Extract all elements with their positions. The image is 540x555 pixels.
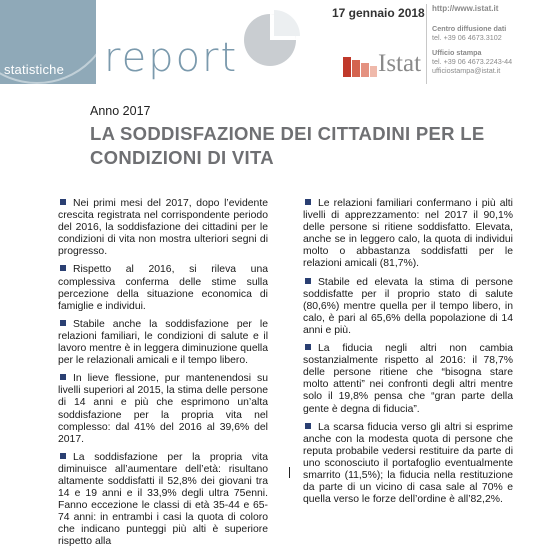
- istat-url-link[interactable]: http://www.istat.it: [432, 4, 499, 13]
- left-column: [58, 198, 268, 555]
- statistiche-logo-box: [0, 0, 96, 84]
- square-bullet-icon: [305, 278, 311, 284]
- square-bullet-icon: [60, 374, 66, 380]
- square-bullet-icon: [305, 423, 311, 429]
- ufficio-stampa-title: Ufficio stampa: [432, 48, 482, 57]
- ufficio-stampa-tel: tel. +39 06 4673.2243-44: [432, 57, 513, 66]
- left-paragraph: [58, 452, 268, 549]
- paragraph-text: La scarsa fiducia verso gli altri si esprime anche con la modesta quota di persone che reputa probabile vedersi restituire da parte di uno sconosciuto il portafoglio eventualmente smarrito (11,5%); la fiducia nella restituzione da parte di un vicino di casa sale al 70% e quella verso le forze dell’ordine è all’82,2%.: [303, 421, 513, 506]
- report-wordmark: report: [104, 35, 239, 81]
- square-bullet-icon: [60, 265, 66, 271]
- report-header: [0, 0, 540, 90]
- right-paragraph: [303, 198, 513, 271]
- square-bullet-icon: [60, 320, 66, 326]
- year-label: Anno 2017: [90, 104, 151, 118]
- paragraph-text: Rispetto al 2016, si rileva una complessiva conferma delle stime sulla percezione della situazione economica di famiglie e individui.: [58, 264, 268, 312]
- left-paragraph: [58, 319, 268, 367]
- centro-diffusione-title: Centro diffusione dati: [432, 24, 507, 33]
- right-column: [303, 198, 513, 512]
- left-paragraph: [58, 264, 268, 312]
- istat-logo-icon: [343, 55, 377, 77]
- square-bullet-icon: [60, 199, 66, 205]
- paragraph-text: Nei primi mesi del 2017, dopo l’evidente crescita registrata nel corrispondente periodo del 2016, la soddisfazione dei cittadini per le condizioni di vita non mostra ulteriori segni di progresso.: [58, 198, 268, 258]
- header-divider: [426, 4, 427, 84]
- centro-diffusione-tel: tel. +39 06 4673.3102: [432, 33, 502, 42]
- paragraph-text: La soddisfazione per la propria vita diminuisce all’aumentare dell’età: risultano altamente soddisfatti il 52,8% dei giovani tra 14 e 19 anni e il 33,9% degli ultra 75enni. Fanno eccezione le classi di età 35-44 e 65-74 anni: in entrambi i casi la quota di coloro che indicano punteggi più alti è superiore rispetto alla: [58, 451, 268, 548]
- square-bullet-icon: [305, 199, 311, 205]
- paragraph-text: Le relazioni familiari confermano i più alti livelli di apprezzamento: nel 2017 il 90,1% delle persone si ritiene soddisfatto. Elevata, anche se in leggero calo, la quota di individui molto o abbastanza soddisfatti per le relazioni amicali (81,7%).: [303, 198, 513, 270]
- logo-word: statistiche: [4, 62, 65, 77]
- right-paragraph: [303, 422, 513, 507]
- istat-brand: Istat: [378, 50, 422, 77]
- ufficio-stampa-email[interactable]: ufficiostampa@istat.it: [432, 66, 501, 75]
- paragraph-text: La fiducia negli altri non cambia sostanzialmente rispetto al 2016: il 78,7% delle persone ritiene che “bisogna stare molto attenti” nei confronti degli altri mentre solo il 19,8% pensa che “gran parte della gente è degna di fiducia”.: [303, 343, 513, 415]
- publication-date: 17 gennaio 2018: [332, 6, 425, 20]
- paragraph-text: In lieve flessione, pur mantenendosi su livelli superiori al 2015, la stima delle persone di 14 anni e più che esprimono un’alta soddisfazione per la propria vita nel complesso: dal 41% del 2016 al 39,6% del 2017.: [58, 373, 268, 445]
- left-paragraph: [58, 198, 268, 258]
- right-paragraph: [303, 343, 513, 416]
- paragraph-text: Stabile anche la soddisfazione per le relazioni familiari, le condizioni di salute e il lavoro mentre è in leggera diminuzione quella per le relazionali amicali e il tempo libero.: [58, 318, 268, 367]
- left-paragraph: [58, 373, 268, 446]
- text-cursor: [289, 467, 290, 478]
- paragraph-text: Stabile ed elevata la stima di persone soddisfatte per il proprio stato di salute (80,6%) mentre quella per il tempo libero, in calo, è pari al 65,6% della popolazione di 14 anni e più.: [303, 276, 513, 336]
- contacts-block: [432, 4, 512, 75]
- document-title: LA SODDISFAZIONE DEI CITTADINI PER LE CONDIZIONI DI VITA: [90, 123, 485, 168]
- right-paragraph: [303, 277, 513, 337]
- square-bullet-icon: [60, 453, 66, 459]
- pie-chart-icon: [240, 10, 300, 70]
- square-bullet-icon: [305, 344, 311, 350]
